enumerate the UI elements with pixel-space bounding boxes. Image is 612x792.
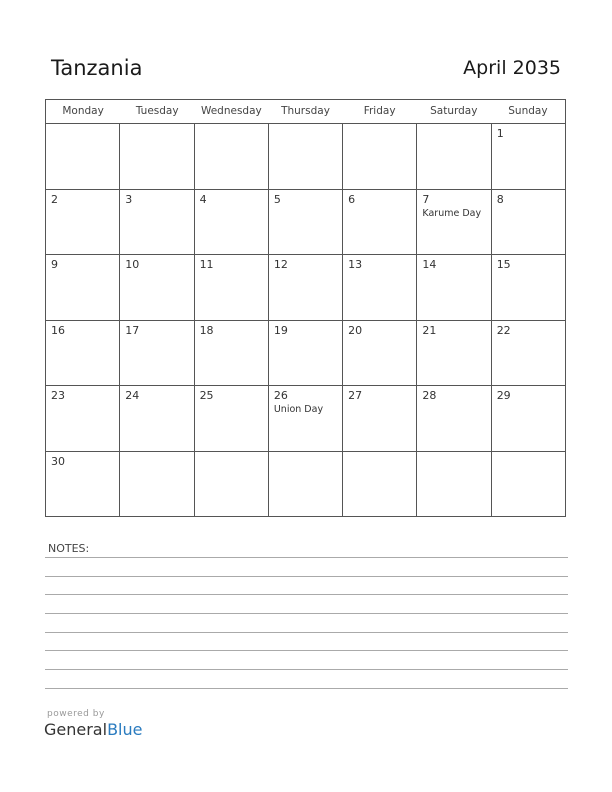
day-number: 29	[496, 389, 511, 402]
notes-line	[45, 576, 568, 577]
day-number: 22	[496, 323, 511, 337]
day-cell	[343, 255, 417, 320]
powered-by-text: powered by	[47, 709, 105, 719]
day-number: 27	[348, 389, 363, 402]
day-number: 16	[51, 323, 65, 337]
day-number: 13	[348, 258, 363, 271]
day-cell	[417, 386, 491, 451]
day-cell	[417, 255, 491, 320]
notes-line	[45, 557, 568, 558]
day-number: 12	[273, 258, 288, 271]
day-number: 18	[199, 323, 214, 337]
day-cell	[269, 124, 343, 189]
day-cell	[269, 452, 343, 518]
day-number: 3	[125, 192, 133, 206]
notes-line	[45, 594, 568, 595]
day-cell	[46, 124, 120, 189]
day-cell	[343, 190, 417, 255]
day-number: 17	[125, 323, 140, 337]
day-number: 6	[348, 192, 356, 206]
day-cell	[46, 190, 120, 255]
month-title: April 2035	[463, 57, 561, 79]
day-cell	[195, 190, 269, 255]
week-row	[46, 386, 565, 452]
day-cell	[46, 255, 120, 320]
notes-label: NOTES:	[48, 542, 90, 555]
notes-line	[45, 632, 568, 633]
day-cell	[120, 124, 194, 189]
day-cell	[492, 124, 565, 189]
day-number: 25	[199, 389, 214, 402]
day-cell	[492, 452, 565, 518]
day-cell	[492, 386, 565, 451]
weekday-label: Sunday	[508, 105, 548, 117]
brand-logo	[44, 720, 142, 739]
day-cell	[343, 124, 417, 189]
day-number: 1	[496, 127, 504, 140]
day-cell	[195, 124, 269, 189]
day-number: 15	[496, 258, 511, 271]
day-number: 4	[199, 192, 207, 206]
day-cell	[120, 452, 194, 518]
day-cell	[269, 386, 343, 451]
day-cell	[417, 452, 491, 518]
notes-line	[45, 613, 568, 614]
notes-line	[45, 688, 568, 689]
weekday-label: Saturday	[430, 105, 478, 117]
day-cell	[269, 321, 343, 386]
day-cell	[343, 386, 417, 451]
day-number: 26	[273, 389, 288, 402]
day-cell	[343, 452, 417, 518]
holiday-label: Karume Day	[422, 207, 482, 219]
day-number: 20	[348, 323, 363, 337]
day-number: 10	[125, 258, 140, 271]
day-number: 24	[125, 389, 140, 402]
weekday-label: Tuesday	[135, 105, 179, 117]
week-row	[46, 255, 565, 321]
country-title: Tanzania	[51, 56, 143, 80]
day-number: 11	[199, 258, 214, 271]
day-number: 2	[51, 192, 58, 206]
day-number: 14	[422, 258, 437, 271]
week-row	[46, 321, 565, 387]
day-cell	[46, 452, 120, 518]
day-cell	[269, 190, 343, 255]
day-cell	[492, 321, 565, 386]
day-number: 19	[273, 323, 288, 337]
day-cell	[492, 255, 565, 320]
day-cell	[120, 321, 194, 386]
weekday-label: Wednesday	[200, 105, 262, 117]
weekday-header	[46, 100, 565, 124]
day-cell	[417, 321, 491, 386]
day-cell	[195, 321, 269, 386]
day-cell	[46, 321, 120, 386]
day-cell	[417, 124, 491, 189]
day-cell	[120, 386, 194, 451]
calendar-grid	[45, 99, 566, 517]
holiday-label: Union Day	[273, 404, 324, 415]
day-cell	[195, 386, 269, 451]
day-cell	[417, 190, 491, 255]
week-row	[46, 124, 565, 190]
weekday-label: Monday	[62, 105, 104, 117]
notes-line	[45, 669, 568, 670]
day-cell	[269, 255, 343, 320]
day-cell	[120, 255, 194, 320]
day-number: 30	[51, 454, 65, 468]
notes-line	[45, 650, 568, 651]
day-cell	[46, 386, 120, 451]
day-cell	[120, 190, 194, 255]
brand-general: General	[44, 720, 108, 739]
day-number: 8	[496, 192, 504, 206]
day-number: 5	[273, 192, 281, 206]
day-cell	[195, 255, 269, 320]
brand-blue: Blue	[107, 720, 143, 739]
day-number: 28	[422, 389, 437, 402]
day-cell	[343, 321, 417, 386]
day-cell	[492, 190, 565, 255]
day-number: 23	[51, 389, 65, 402]
week-row	[46, 190, 565, 256]
weekday-label: Thursday	[281, 105, 330, 117]
day-number: 7	[422, 192, 430, 206]
week-row	[46, 452, 565, 518]
weekday-label: Friday	[363, 105, 396, 117]
day-cell	[195, 452, 269, 518]
day-number: 21	[422, 323, 437, 337]
day-number: 9	[51, 258, 58, 271]
